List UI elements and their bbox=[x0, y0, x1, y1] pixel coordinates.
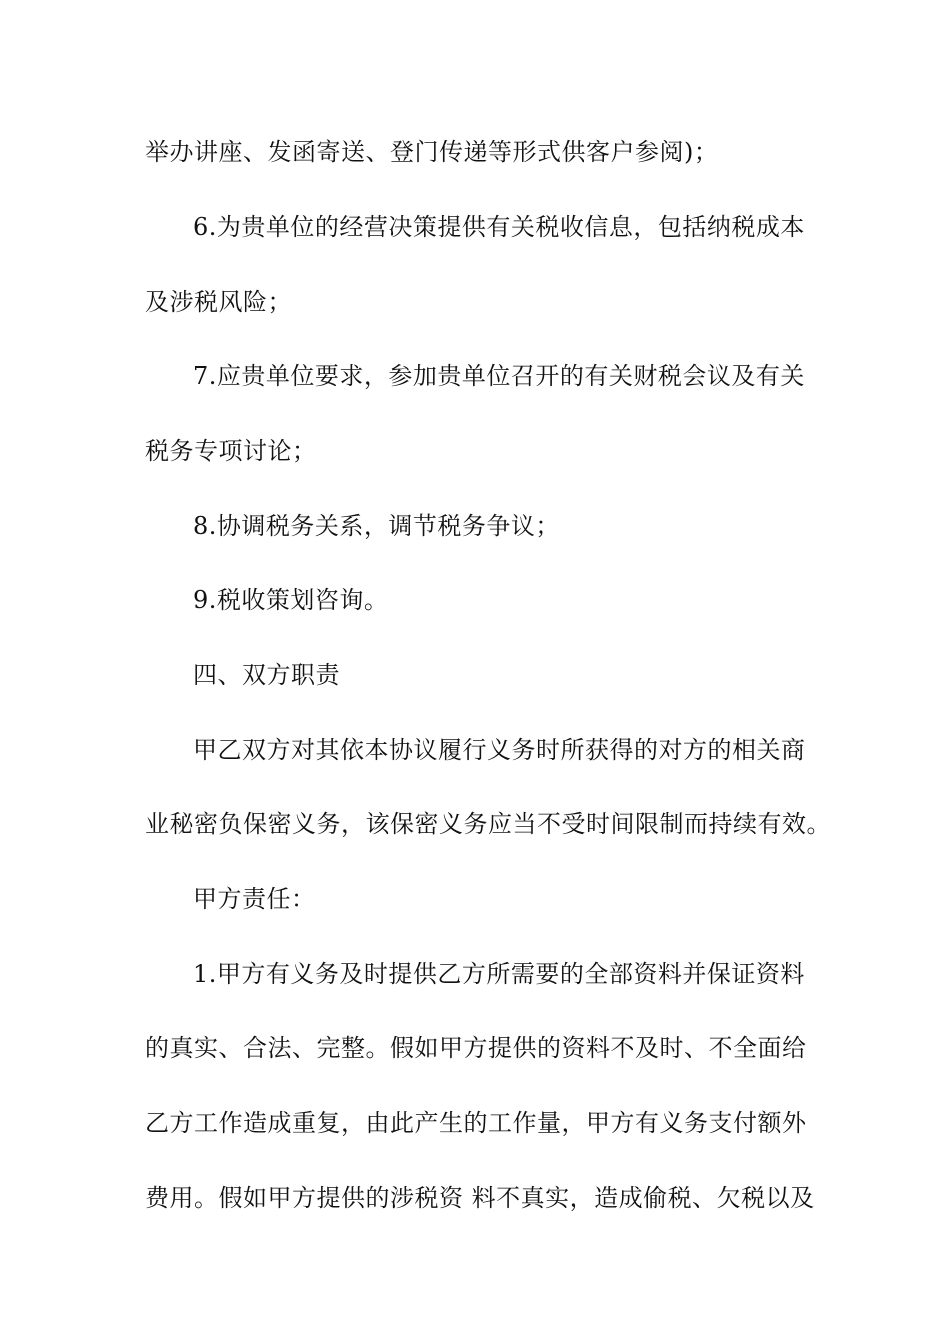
list-item-6: 6.为贵单位的经营决策提供有关税收信息，包括纳税成本 bbox=[193, 213, 805, 241]
list-item-9: 9.税收策划咨询。 bbox=[193, 586, 389, 614]
subheading: 甲方责任： bbox=[193, 885, 316, 913]
paragraph-line: 业秘密负保密义务，该保密义务应当不受时间限制而持续有效。 bbox=[145, 810, 831, 838]
list-item-7: 7.应贵单位要求，参加贵单位召开的有关财税会议及有关 bbox=[193, 362, 805, 390]
paragraph-line: 甲乙双方对其依本协议履行义务时所获得的对方的相关商 bbox=[193, 736, 806, 764]
text-line: 及涉税风险； bbox=[145, 288, 292, 316]
text-line: 税务专项讨论； bbox=[145, 437, 317, 465]
section-heading: 四、双方职责 bbox=[193, 661, 340, 689]
list-item-8: 8.协调税务关系，调节税务争议； bbox=[193, 512, 560, 540]
paragraph-line: 的真实、合法、完整。假如甲方提供的资料不及时、不全面给 bbox=[145, 1034, 807, 1062]
paragraph-line: 费用。假如甲方提供的涉税资 料不真实，造成偷税、欠税以及 bbox=[145, 1184, 815, 1212]
text-line: 举办讲座、发函寄送、登门传递等形式供客户参阅)； bbox=[145, 138, 719, 166]
paragraph-line: 乙方工作造成重复，由此产生的工作量，甲方有义务支付额外 bbox=[145, 1109, 807, 1137]
list-item-1: 1.甲方有义务及时提供乙方所需要的全部资料并保证资料 bbox=[193, 960, 805, 988]
